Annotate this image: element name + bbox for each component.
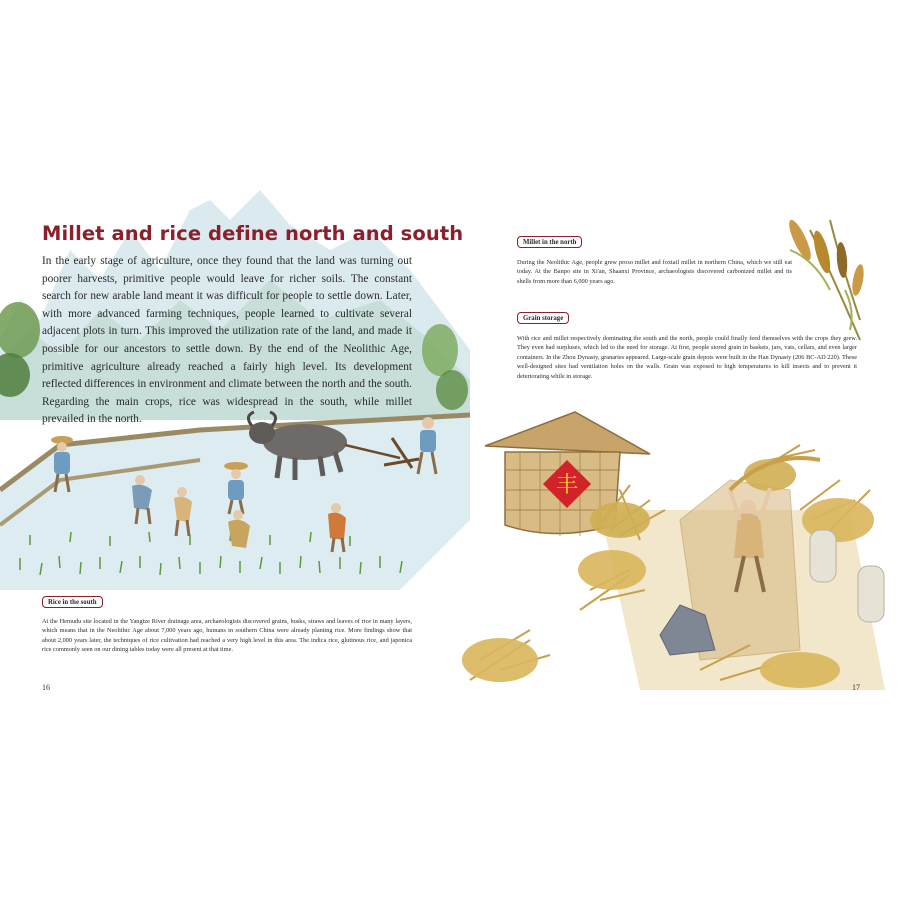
page-title: Millet and rice define north and south [42, 222, 464, 245]
page-number-right: 17 [852, 683, 860, 692]
page-number-left: 16 [42, 683, 50, 692]
millet-section-label: Millet in the north [517, 236, 582, 248]
millet-section-text: During the Neolithic Age, people grew proso millet and foxtail millet in northern China, which we still eat today. At the Banpo site in Xi'an, Shaanxi Province, archaeologists discovered carbonized millet and its shells from more than 6,000 years ago. [517, 259, 792, 285]
emblem-character: 丰 [555, 473, 579, 498]
rice-section-label: Rice in the south [42, 596, 103, 608]
millet-stalks-illustration [785, 218, 865, 340]
rice-section-text: At the Hemudu site located in the Yangtze River drainage area, archaeologists discovered grains, husks, straws and leaves of rice in many layers, which means that in the Neolithic Age about 7,000 years ago, humans in southern China were already planting rice. More findings show that about 2,000 years later, the techniques of rice cultivation had reached a very high level in this area. The indica rice, glutinous rice, and japonica rice commonly seen on our dining tables today were all present at that time. [42, 618, 412, 654]
storage-section-text: With rice and millet respectively dominating the south and the north, people could finally feed themselves with the crops they grew. They even had surpluses, which led to the need for storage. At first, people stored grain in baskets, jars, vats, cellars, and even larger containers. In the Zhou Dynasty, granaries appeared. Large-scale grain depots were built in the Han Dynasty (206 BC-AD 220). These well-designed sites had ventilation holes on the walls. Grain was exposed to high temperatures to kill insects and to prevent it deteriorating while in storage. [517, 335, 857, 380]
intro-paragraph: In the early stage of agriculture, once they found that the land was turning out poorer harvests, primitive people would leave for richer soils. The constant search for new arable land meant it was difficult for people to settle down. Later, with more advanced farming techniques, people learned to cultivate several adjacent plots in turn. This improved the utilization rate of the land, and made it possible for our ancestors to settle down. By the end of the Neolithic Age, primitive agriculture already reached a fairly high level. Its development reflected differences in environment and climate between the north and the south. Regarding the main crops, rice was widespread in the south, while millet prevailed in the north. [42, 255, 412, 426]
storage-section-label: Grain storage [517, 312, 569, 324]
